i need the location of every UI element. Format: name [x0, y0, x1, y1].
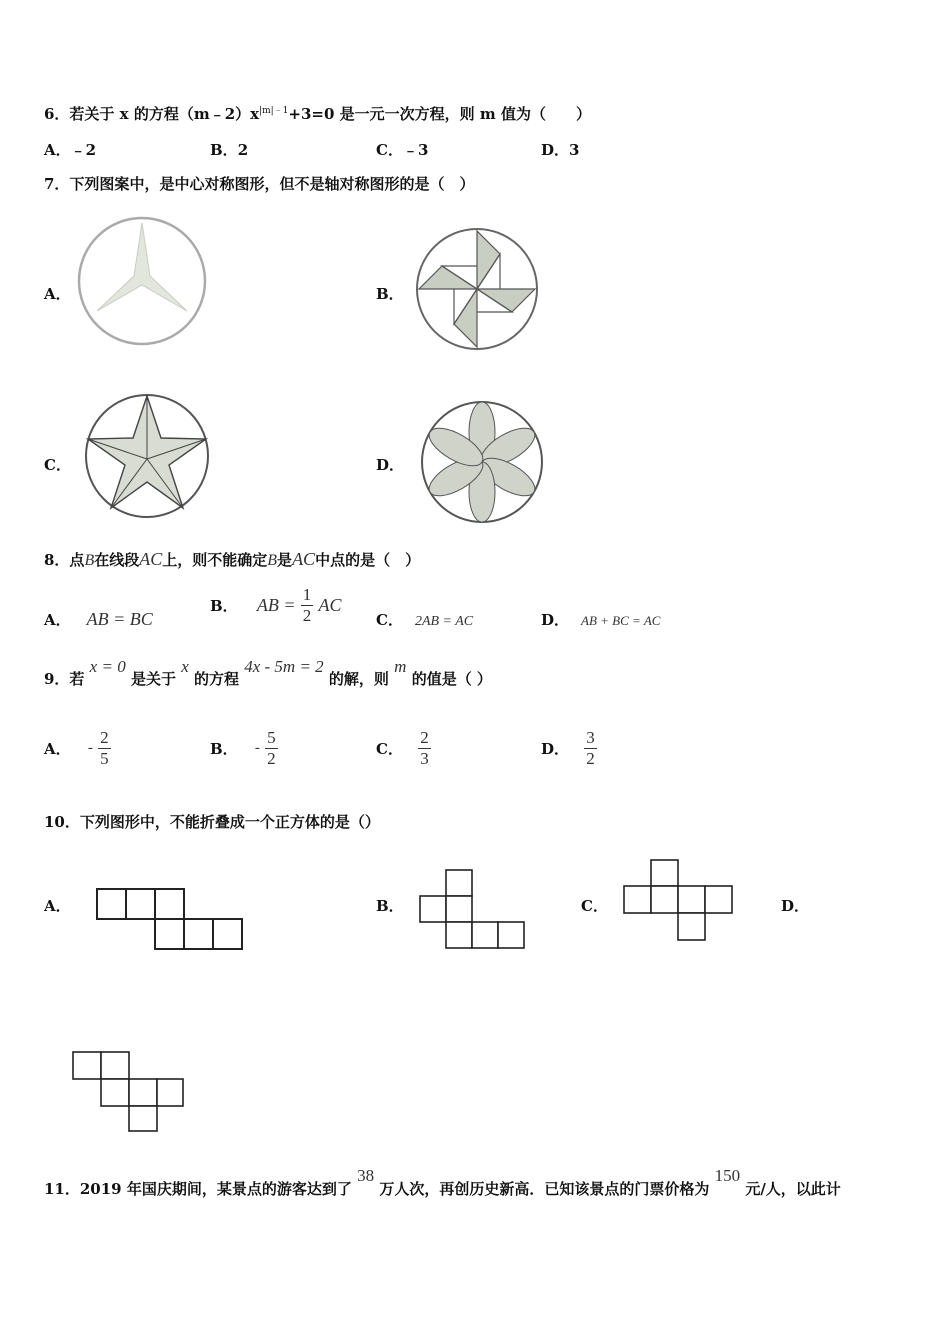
six-petal-flower-figure — [420, 400, 544, 524]
q10-option-c-label[interactable]: C． — [581, 897, 608, 915]
cube-net-c — [623, 858, 735, 944]
pinwheel-figure — [414, 227, 540, 351]
cube-net-d — [71, 1050, 187, 1134]
three-pointed-star-figure — [75, 217, 210, 347]
q8-option-c[interactable]: C． 2AB = AC — [376, 611, 474, 629]
q10-option-d-label[interactable]: D． — [781, 897, 810, 915]
five-pointed-star-figure — [82, 393, 212, 519]
q6-stem: 6．若关于 x 的方程$(m﹣2)x^{|m|﹣1}+3=0$ 是一元一次方程，则 m 值为（ ） — [44, 105, 591, 123]
q7-stem: 7．下列图案中，是中心对称图形，但不是轴对称图形的是（ ） — [44, 175, 475, 193]
q6-option-b[interactable]: B．2 — [210, 141, 249, 159]
q11-stem: 11．2019 年国庆期间，某景点的游客达到了 38 万人次，再创历史新高．已知该景点的门票价格为 150 元/人，以此计 — [44, 1166, 841, 1198]
q7-option-b-label[interactable]: B． — [376, 285, 404, 303]
q9-stem: 9．若 x = 0 是关于 x 的方程 4x - 5m = 2 的解，则 m 的值是（ ） — [44, 657, 492, 688]
q6-option-d[interactable]: D．3 — [541, 141, 580, 159]
q10-stem: 10．下列图形中，不能折叠成一个正方体的是（） — [44, 813, 380, 831]
cube-net-a — [95, 887, 247, 951]
q7-option-a-label[interactable]: A． — [44, 285, 71, 303]
q9-option-d[interactable]: D． $\frac{3}{2}$ — [541, 728, 595, 768]
cube-net-b — [420, 868, 530, 952]
q8-option-b[interactable]: B． AB = $\frac{1}{2}$ AC — [210, 585, 342, 625]
q8-option-d[interactable]: D． AB + BC = AC — [541, 611, 661, 629]
q6-option-a[interactable]: A．﹣2 — [44, 141, 97, 159]
q7-option-d-label[interactable]: D． — [376, 456, 405, 474]
q9-option-b[interactable]: B． - $\frac{5}{2}$ — [210, 728, 276, 768]
q8-option-a[interactable]: A． AB = BC — [44, 609, 153, 629]
q9-option-a[interactable]: A． - $\frac{2}{5}$ — [44, 728, 109, 768]
q6-option-c[interactable]: C．﹣3 — [376, 141, 429, 159]
q9-option-c[interactable]: C． $\frac{2}{3}$ — [376, 728, 429, 768]
q7-option-c-label[interactable]: C． — [44, 456, 71, 474]
q10-option-b-label[interactable]: B． — [376, 897, 404, 915]
q10-option-a-label[interactable]: A． — [44, 897, 71, 915]
q8-stem: 8．点B在线段AC上，则不能确定B是AC中点的是（ ） — [44, 549, 421, 569]
